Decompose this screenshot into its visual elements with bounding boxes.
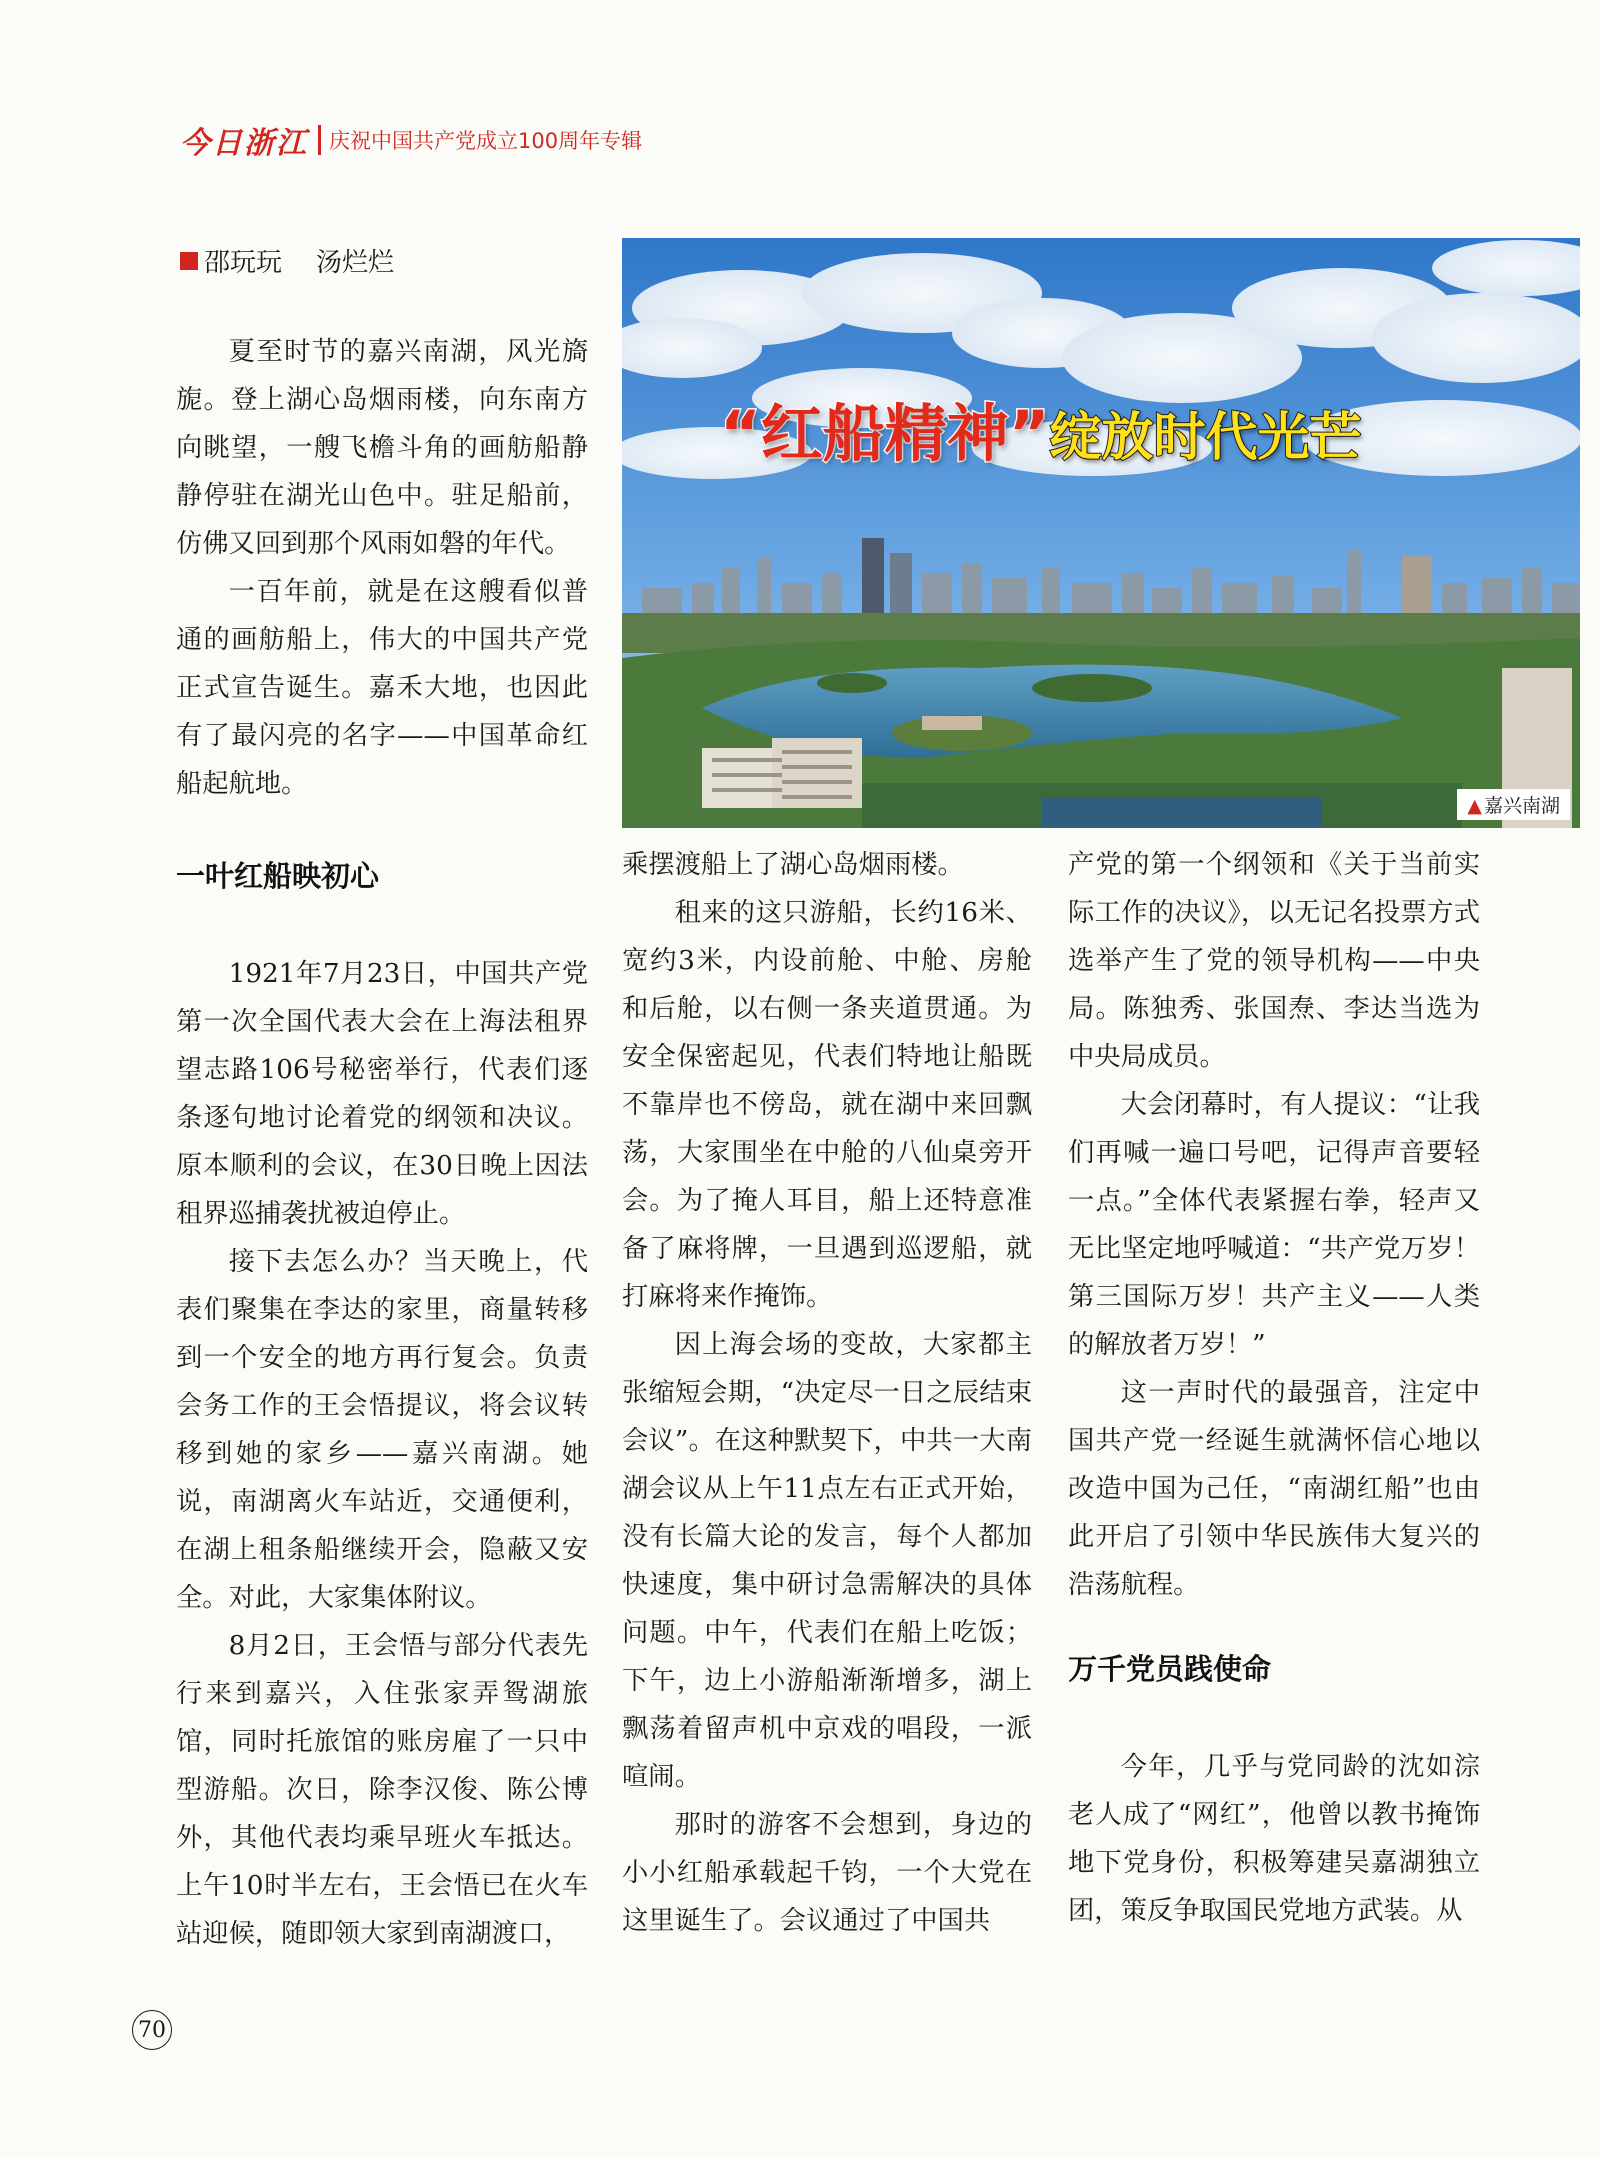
author-2: 汤烂烂	[316, 248, 395, 278]
paragraph: 租来的这只游船，长约16米、宽约3米，内设前舱、中舱、房舱和后舱，以右侧一条夹道贯通。为安全保密起见，代表们特地让船既不靠岸也不傍岛，就在湖中来回飘荡，大家围坐在中舱的八仙桌旁开会。为了掩人耳目，船上还特意准备了麻将牌，一旦遇到巡逻船，就打麻将来作掩饰。	[622, 898, 1032, 1312]
header-divider	[318, 125, 321, 155]
caption-text: 嘉兴南湖	[1483, 795, 1560, 817]
paragraph: 一百年前，就是在这艘看似普通的画舫船上，伟大的中国共产党正式宣告诞生。嘉禾大地，也因此有了最闪亮的名字——中国革命红船起航地。	[176, 577, 588, 799]
paragraph: 乘摆渡船上了湖心岛烟雨楼。	[622, 850, 964, 880]
page-number: 70	[132, 2010, 172, 2050]
hero-photo	[622, 238, 1580, 828]
magazine-logo: 今日浙江	[180, 126, 308, 161]
paragraph: 这一声时代的最强音，注定中国共产党一经诞生就满怀信心地以改造中国为己任，“南湖红船”也由此开启了引领中华民族伟大复兴的浩荡航程。	[1068, 1378, 1480, 1600]
paragraph: 8月2日，王会悟与部分代表先行来到嘉兴，入住张家弄鸳湖旅馆，同时托旅馆的账房雇了一只中型游船。次日，除李汉俊、陈公博外，其他代表均乘早班火车抵达。上午10时半左右，王会悟已在火车站迎候，随即领大家到南湖渡口，	[176, 1631, 588, 1949]
page-header	[180, 122, 643, 161]
author-1: 邵玩玩	[204, 248, 283, 278]
paragraph: 产党的第一个纲领和《关于当前实际工作的决议》，以无记名投票方式选举产生了党的领导机构——中央局。陈独秀、张国焘、李达当选为中央局成员。	[1068, 850, 1480, 1072]
paragraph: 那时的游客不会想到，身边的小小红船承载起千钧，一个大党在这里诞生了。会议通过了中国共	[622, 1810, 1032, 1936]
paragraph: 接下去怎么办？当天晚上，代表们聚集在李达的家里，商量转移到一个安全的地方再行复会。负责会务工作的王会悟提议，将会议转移到她的家乡——嘉兴南湖。她说，南湖离火车站近，交通便利，在湖上租条船继续开会，隐蔽又安全。对此，大家集体附议。	[176, 1247, 588, 1613]
nanhu-landscape-image	[622, 238, 1580, 828]
byline	[180, 242, 394, 279]
photo-caption	[1457, 789, 1570, 820]
headline-red-boat-spirit: “红船精神”	[720, 397, 1050, 470]
section-heading: 万千党员践使命	[1068, 1652, 1272, 1686]
caption-triangle-icon: ▲	[1467, 795, 1482, 817]
paragraph: 夏至时节的嘉兴南湖，风光旖旎。登上湖心岛烟雨楼，向东南方向眺望，一艘飞檐斗角的画舫船静静停驻在湖光山色中。驻足船前，仿佛又回到那个风雨如磐的年代。	[176, 337, 588, 559]
paragraph: 大会闭幕时，有人提议：“让我们再喊一遍口号吧，记得声音要轻一点。”全体代表紧握右拳，轻声又无比坚定地呼喊道：“共产党万岁！第三国际万岁！共产主义——人类的解放者万岁！”	[1068, 1090, 1480, 1360]
column-1	[176, 328, 588, 1958]
byline-marker-icon	[180, 252, 198, 270]
section-heading: 一叶红船映初心	[176, 859, 380, 893]
paragraph: 今年，几乎与党同龄的沈如淙老人成了“网红”，他曾以教书掩饰地下党身份，积极筹建吴嘉湖独立团，策反争取国民党地方武装。从	[1068, 1752, 1480, 1926]
column-2	[622, 841, 1032, 1945]
paragraph: 1921年7月23日，中国共产党第一次全国代表大会在上海法租界望志路106号秘密举行，代表们逐条逐句地讨论着党的纲领和决议。原本顺利的会议，在30日晚上因法租界巡捕袭扰被迫停止。	[176, 959, 588, 1229]
header-subtitle: 庆祝中国共产党成立100周年专辑	[329, 129, 643, 153]
column-3	[1068, 841, 1480, 1935]
headline-subtitle: 绽放时代光芒	[1049, 408, 1362, 468]
hero-headline	[720, 384, 1362, 473]
paragraph: 因上海会场的变故，大家都主张缩短会期，“决定尽一日之辰结束会议”。在这种默契下，中共一大南湖会议从上午11点左右正式开始，没有长篇大论的发言，每个人都加快速度，集中研讨急需解决的具体问题。中午，代表们在船上吃饭；下午，边上小游船渐渐增多，湖上飘荡着留声机中京戏的唱段，一派喧闹。	[622, 1330, 1032, 1792]
